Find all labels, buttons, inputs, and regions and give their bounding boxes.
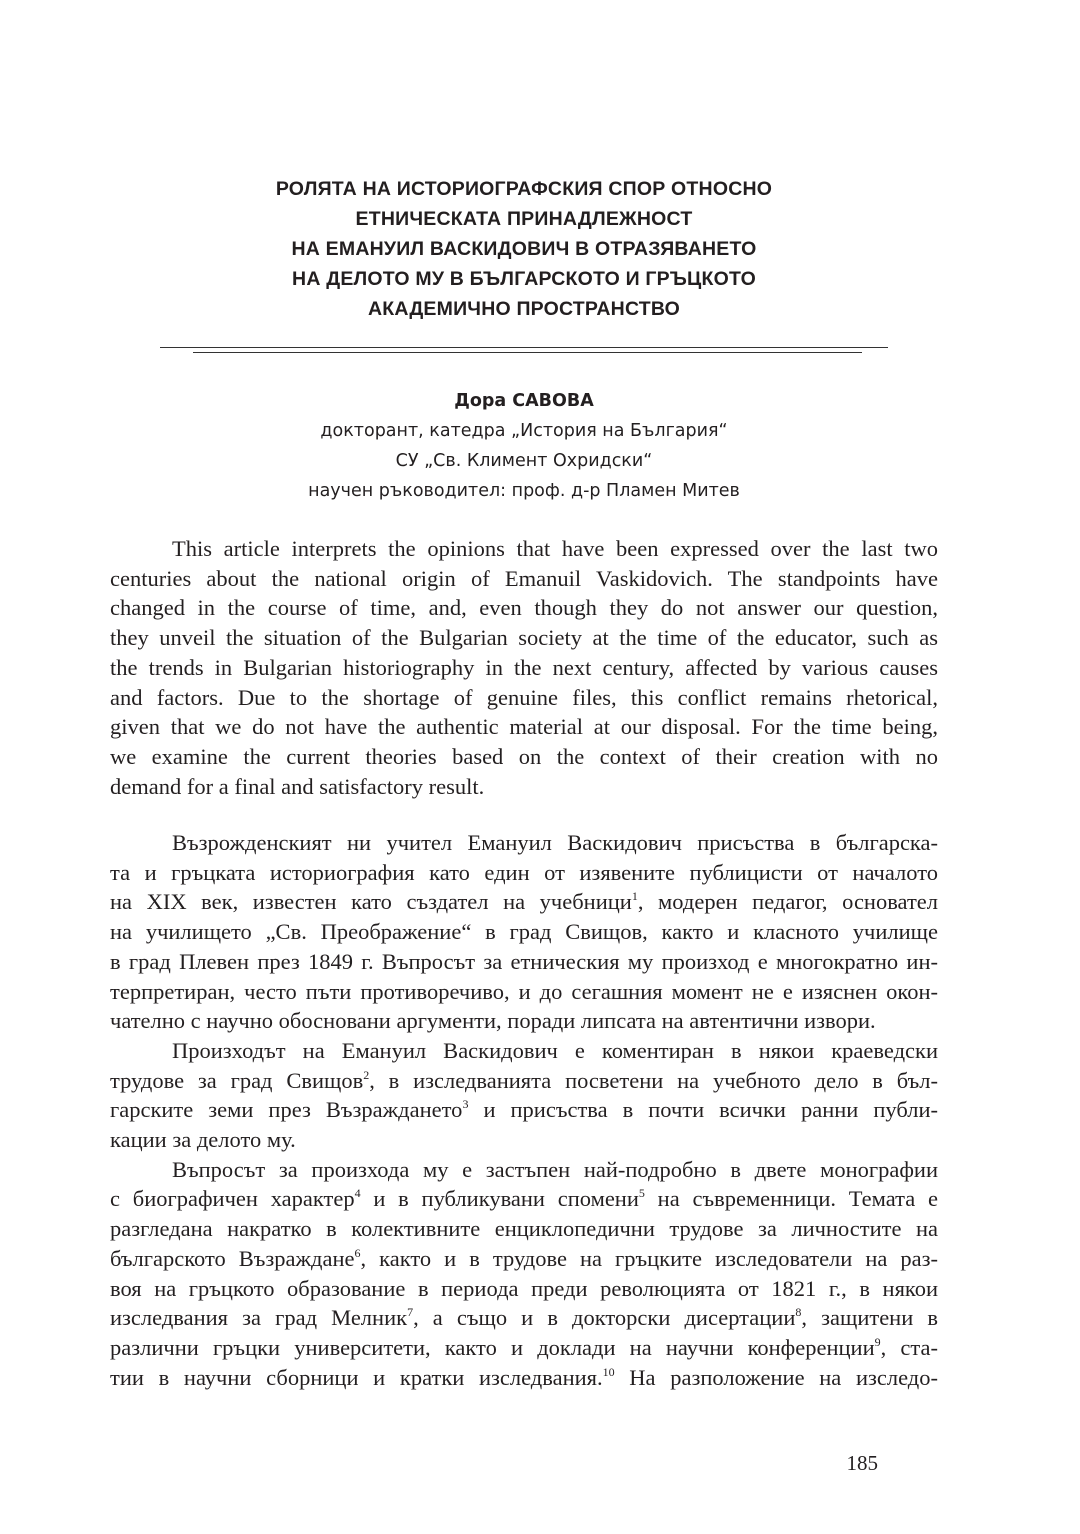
author-institution: СУ „Св. Климент Охридски“ <box>395 451 653 471</box>
line-text: and factors. Due to the shortage of genuine files, this conflict remains rhetorical, <box>110 684 938 710</box>
footnote-reference: 9 <box>874 1334 881 1349</box>
line-text: we examine the current theories based on the context of their creation with no <box>110 743 938 769</box>
footnote-reference: 4 <box>354 1186 361 1201</box>
line-text: на училището „Св. Преображение“ в град Свищов, както и класното училище <box>110 919 938 945</box>
line-text: , в изследванията посветени на учебното дело в бъл- <box>369 1067 938 1093</box>
line-text: , както и в трудове на гръцките изследователи на раз- <box>360 1245 938 1271</box>
line-text: This article interprets the opinions that have been expressed over the last two <box>172 536 938 561</box>
author-supervisor: научен ръководител: проф. д-р Пламен Митев <box>308 481 740 501</box>
text-line <box>110 1214 938 1244</box>
line-text: На разположение на изследо- <box>614 1364 938 1390</box>
text-line <box>110 1244 938 1274</box>
text-line <box>110 828 938 858</box>
text-line <box>110 917 938 947</box>
line-text: на XIX век, известен като създател на учебници <box>110 889 632 915</box>
article-title <box>160 174 888 324</box>
text-line <box>110 1184 938 1214</box>
page-number: 185 <box>846 1451 878 1475</box>
line-text: терпретиран, често пъти противоречиво, и до сегашния момент не е изяснен окон- <box>110 978 938 1004</box>
text-line <box>110 742 938 772</box>
line-text: , ста- <box>880 1334 938 1360</box>
line-text: чателно с научно обосновани аргументи, поради липсата на автентични извори. <box>110 1008 876 1034</box>
text-line <box>110 1066 938 1096</box>
text-line <box>110 623 938 653</box>
text-line <box>110 887 938 917</box>
footnote-reference: 5 <box>638 1186 645 1201</box>
line-text: centuries about the national origin of Emanuil Vaskidovich. The standpoints have <box>110 565 938 591</box>
line-text: трудове за град Свищов <box>110 1067 364 1093</box>
line-text: с биографичен характер <box>110 1186 355 1212</box>
line-text: та и гръцката историография като един от изявените публицисти от началото <box>110 859 938 885</box>
text-line <box>110 1006 938 1036</box>
line-text: разгледана накратко в колективните енциклопедични трудове за личностите на <box>110 1216 938 1242</box>
text-line <box>110 683 938 713</box>
line-text: различни гръцки университети, както и доклади на научни конференции <box>110 1334 875 1360</box>
line-text: , а също и в докторски дисертации <box>413 1305 796 1331</box>
abstract <box>110 534 938 801</box>
line-text: Произходът на Емануил Васкидович е коментиран в някои краеведски <box>172 1037 938 1063</box>
text-line <box>110 564 938 594</box>
footnote-reference: 3 <box>462 1097 469 1112</box>
line-text: тии в научни сборници и кратки изследвания. <box>110 1364 603 1390</box>
body-text <box>110 828 938 1392</box>
text-line <box>110 1333 938 1363</box>
line-text: changed in the course of time, and, even though they do not answer our question, <box>110 595 938 621</box>
text-line <box>110 593 938 623</box>
line-text: воя на гръцкото образование в периода преди революцията от 1821 г., в някои <box>110 1275 938 1301</box>
author-block <box>160 386 888 506</box>
line-text: they unveil the situation of the Bulgarian society at the time of the educator, such as <box>110 625 938 651</box>
line-text: , защитени в <box>801 1305 938 1331</box>
title-line: ЕТНИЧЕСКАТА ПРИНАДЛЕЖНОСТ <box>355 208 693 230</box>
author-name: Дора САВОВА <box>454 391 594 411</box>
text-line <box>110 772 938 802</box>
line-text: the trends in Bulgarian historiography in the next century, affected by various causes <box>110 654 938 680</box>
text-line <box>110 653 938 683</box>
text-line <box>110 977 938 1007</box>
line-text: гарските земи през Възраждането <box>110 1097 463 1123</box>
footnote-reference: 6 <box>354 1245 361 1260</box>
title-line: АКАДЕМИЧНО ПРОСТРАНСТВО <box>367 298 681 320</box>
title-line: НА ДЕЛОТО МУ В БЪЛГАРСКОТО И ГРЪЦКОТО <box>292 268 756 290</box>
title-line: НА ЕМАНУИЛ ВАСКИДОВИЧ В ОТРАЗЯВАНЕТО <box>291 238 757 260</box>
title-line: РОЛЯТА НА ИСТОРИОГРАФСКИЯ СПОР ОТНОСНО <box>275 178 773 200</box>
line-text: кации за делото му. <box>110 1127 296 1153</box>
line-text: Възрожденският ни учител Емануил Васкидович присъства в българска- <box>172 830 938 855</box>
text-line <box>110 1095 938 1125</box>
text-line <box>110 947 938 977</box>
text-line <box>110 858 938 888</box>
text-line <box>110 1155 938 1185</box>
text-line <box>110 1036 938 1066</box>
line-text: Въпросът за произхода му е застъпен най-подробно в двете монографии <box>172 1156 938 1182</box>
text-line <box>110 534 938 564</box>
text-line <box>110 1125 938 1155</box>
footnote-reference: 10 <box>602 1364 615 1379</box>
line-text: българското Възраждане <box>110 1245 355 1271</box>
text-line <box>110 1274 938 1304</box>
line-text: demand for a final and satisfactory result. <box>110 773 485 799</box>
title-divider-bottom <box>193 352 862 353</box>
footnote-reference: 7 <box>407 1305 414 1320</box>
line-text: и присъства в почти всички ранни публи- <box>468 1097 938 1123</box>
line-text: изследвания за град Мелник <box>110 1305 408 1331</box>
author-position: докторант, катедра „История на България“ <box>320 421 728 441</box>
text-line <box>110 1363 938 1393</box>
footnote-reference: 1 <box>631 889 638 904</box>
text-line <box>110 1303 938 1333</box>
line-text: на съвременници. Темата е <box>644 1186 938 1212</box>
title-divider-top <box>160 347 888 348</box>
footnote-reference: 8 <box>795 1305 802 1320</box>
line-text: в град Плевен през 1849 г. Въпросът за етническия му произход е многократно ин- <box>110 948 938 974</box>
footnote-reference: 2 <box>363 1067 370 1082</box>
line-text: given that we do not have the authentic material at our disposal. For the time being, <box>110 714 938 740</box>
line-text: и в публикувани спомени <box>360 1186 639 1212</box>
text-line <box>110 712 938 742</box>
line-text: , модерен педагог, основател <box>637 889 938 915</box>
